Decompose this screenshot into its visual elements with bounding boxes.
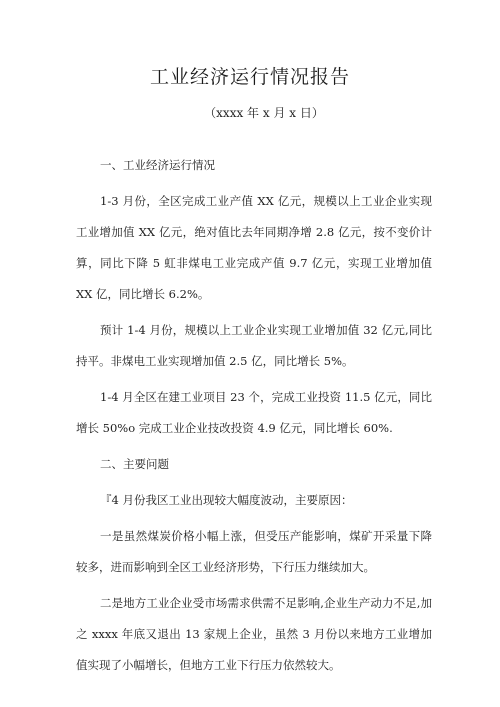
paragraph-1: 1-3 月份，全区完成工业产值 XX 亿元，规模以上工业企业实现工业增加值 XX 亿元，绝对值比去年同期净增 2.8 亿元，按不变价计算，同比下降 5 虹非煤电工业完成产值 9.7 亿元，实现工业增加值 XX 亿，同比增长 6.2%。 <box>76 194 432 301</box>
report-date: （xxxx 年 x 月 x 日） <box>204 106 324 120</box>
paragraph-4: 『4 月份我区工业出现较大幅度波动，主要原因： <box>100 493 353 507</box>
paragraph-6: 二是地方工业企业受市场需求供需不足影响,企业生产动力不足,加之 xxxx 年底又退出 13 家规上企业，虽然 3 月份以来地方工业增加值实现了小幅增长，但地方工业下行压力依然较大。 <box>76 596 432 672</box>
paragraph-3: 1-4 月全区在建工业项目 23 个，完成工业投资 11.5 亿元，同比增长 50%o 完成工业企业技改投资 4.9 亿元，同比增长 60%. <box>76 390 432 435</box>
paragraph-2: 预计 1-4 月份，规模以上工业企业实现工业增加值 32 亿元,同比持平。非煤电工业实现增加值 2.5 亿，同比增长 5%。 <box>76 323 432 368</box>
document-body <box>76 150 432 686</box>
section-heading-2: 二、主要问题 <box>100 457 169 471</box>
document-title: 工业经济运行情况报告 <box>149 66 350 88</box>
section-heading-1: 一、工业经济运行情况 <box>100 158 215 172</box>
paragraph-5: 一是虽然煤炭价格小幅上涨，但受压产能影响，煤矿开采量下降较多，进而影响到全区工业经济形势，下行压力继续加大。 <box>76 529 432 574</box>
